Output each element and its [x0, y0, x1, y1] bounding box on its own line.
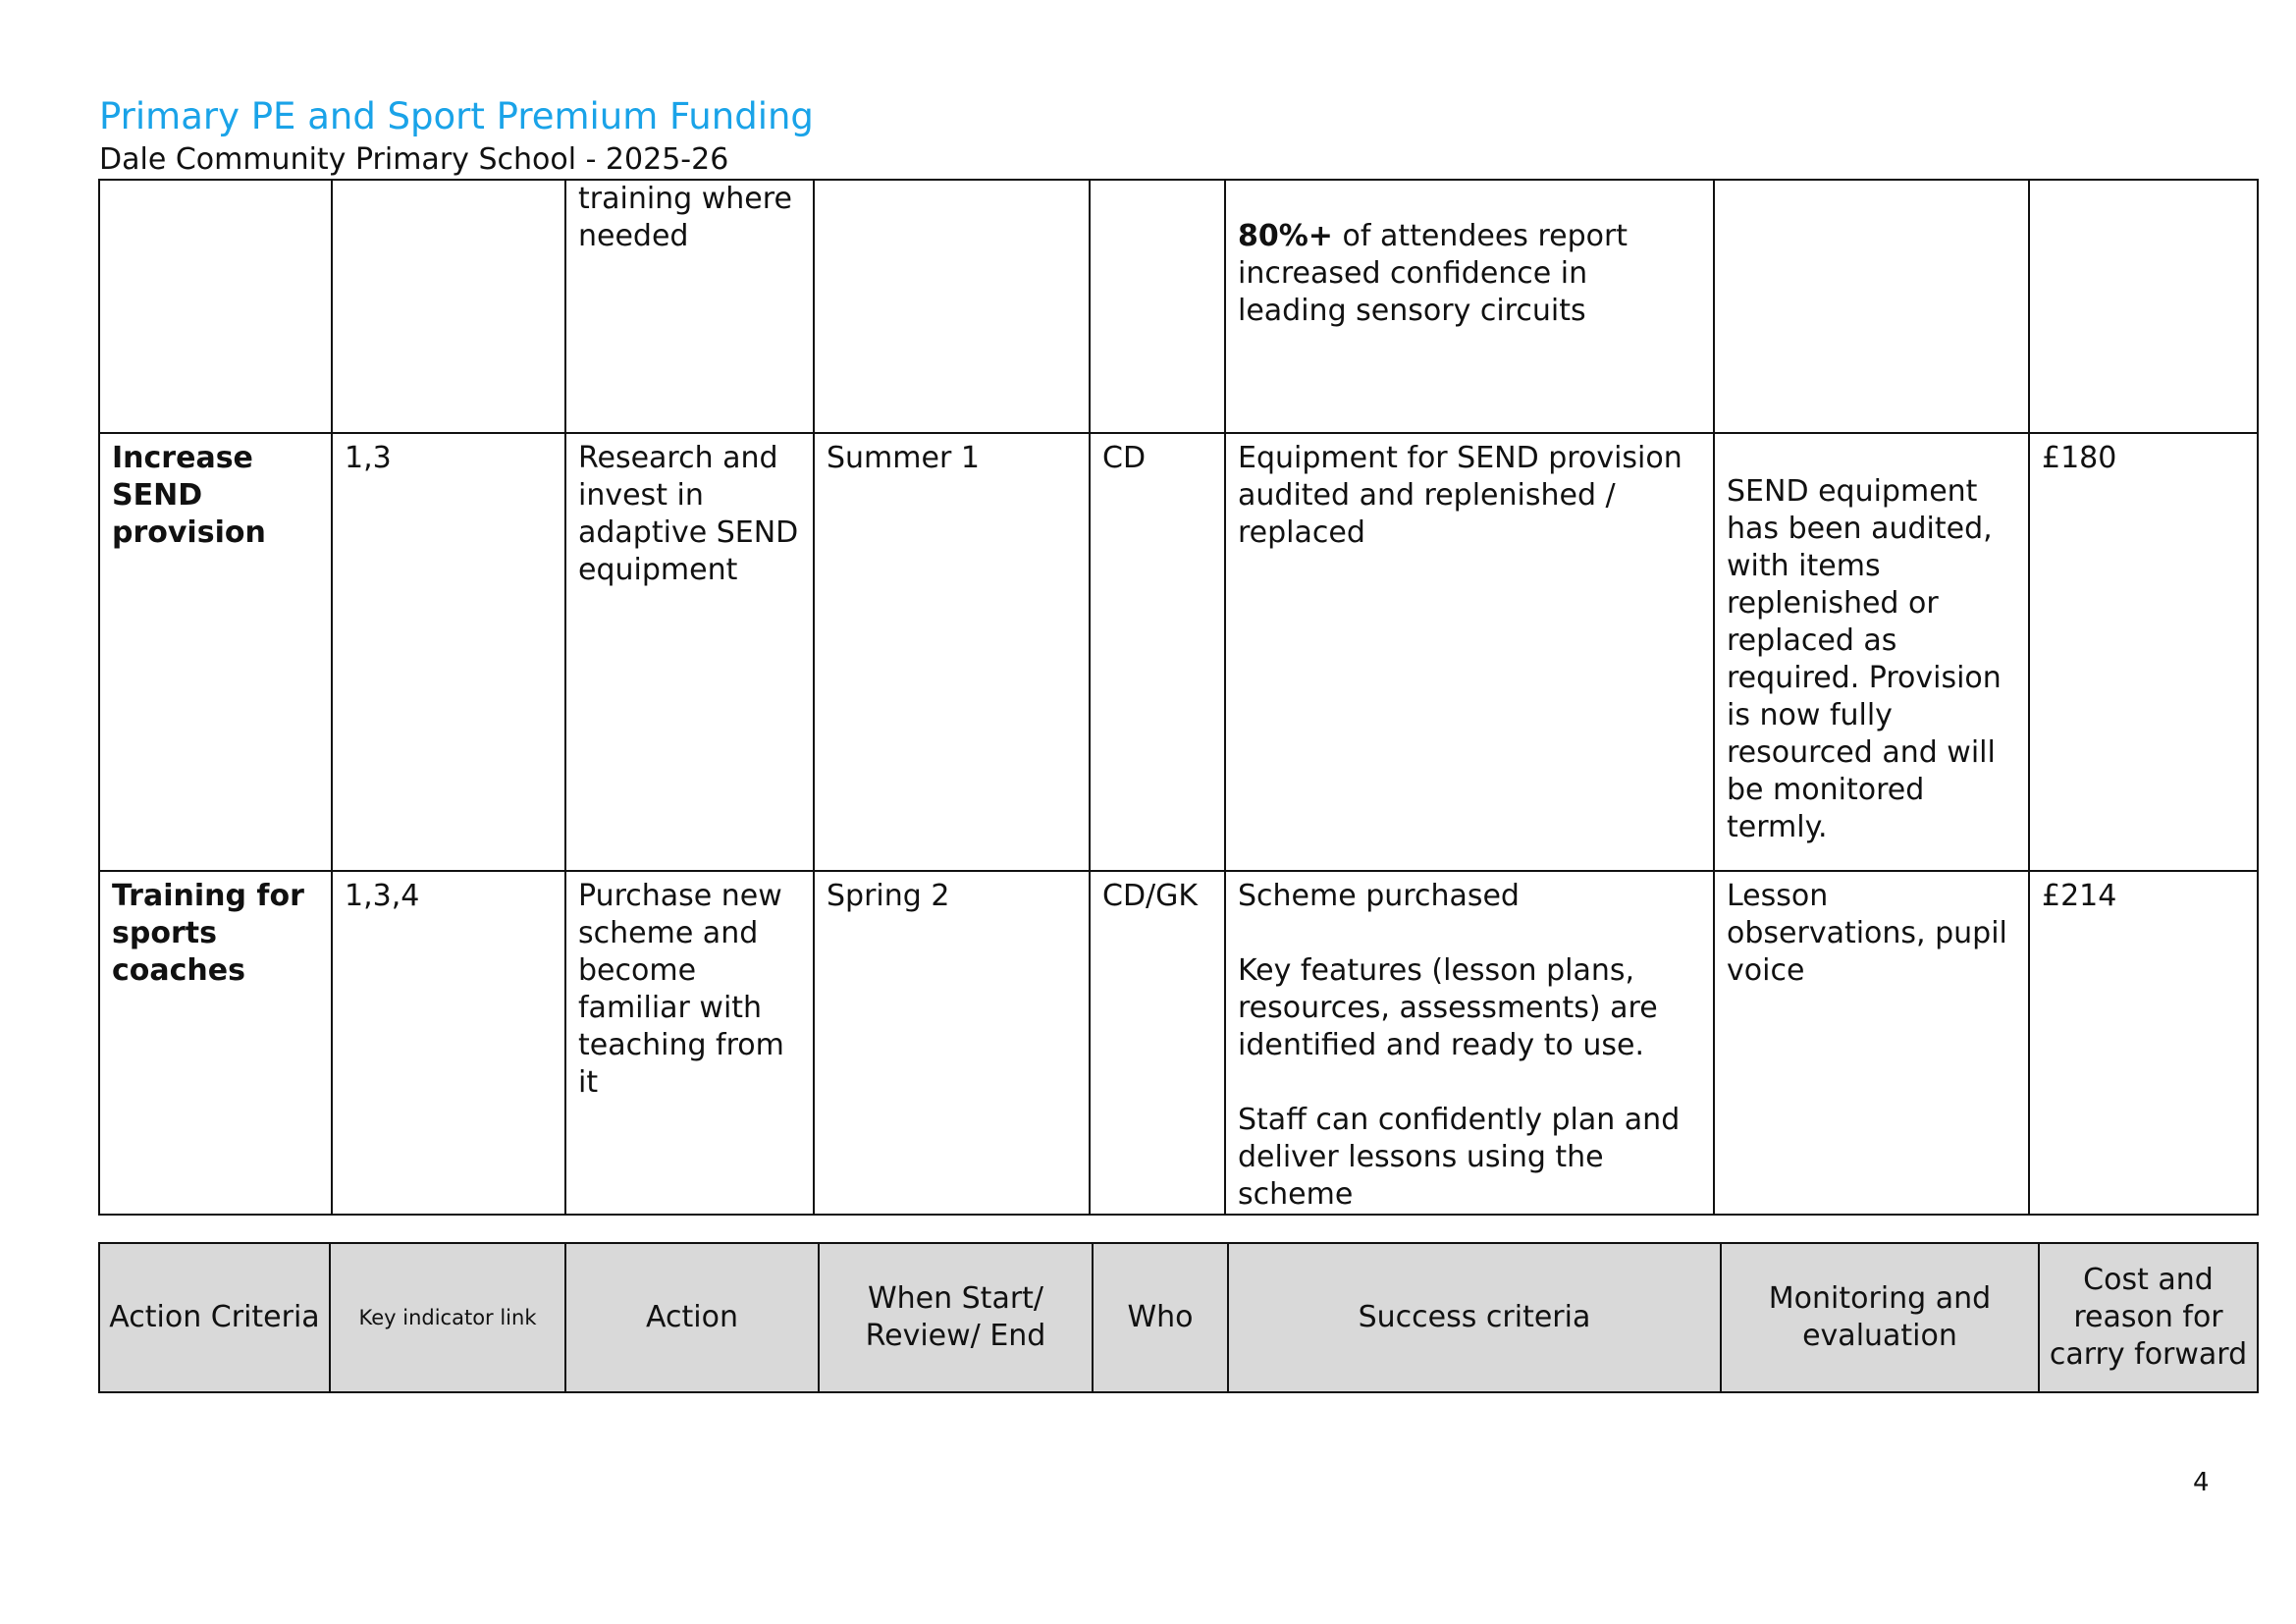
action-criteria-cell [99, 180, 332, 433]
header-cost: Cost and reason for carry forward [2039, 1243, 2258, 1392]
page-number: 4 [2193, 1468, 2210, 1497]
header-key-indicator: Key indicator link [330, 1243, 565, 1392]
table-row [99, 871, 2258, 1215]
who-cell: CD/GK [1090, 871, 1225, 1215]
cost-cell: £180 [2029, 433, 2258, 871]
success-paragraph: Scheme purchased [1238, 879, 1520, 913]
monitoring-cell: SEND equipment has been audited, with items replenished or replaced as required. Provision is now fully resourced and will be monitored termly. [1714, 433, 2029, 871]
when-cell: Summer 1 [814, 433, 1090, 871]
key-indicator-cell: 1,3 [332, 433, 565, 871]
table-row [99, 180, 2258, 433]
header-action: Action [565, 1243, 819, 1392]
action-cell: training where needed [565, 180, 814, 433]
success-highlight: 80%+ [1238, 219, 1333, 253]
header-row [99, 1243, 2258, 1392]
column-header-table [98, 1242, 2259, 1393]
action-plan-table [98, 179, 2259, 1216]
action-cell: Purchase new scheme and become familiar with teaching from it [565, 871, 814, 1215]
header-who: Who [1093, 1243, 1228, 1392]
success-criteria-cell: Equipment for SEND provision audited and replenished / replaced [1225, 433, 1714, 871]
who-cell [1090, 180, 1225, 433]
success-criteria-cell [1225, 180, 1714, 433]
when-cell [814, 180, 1090, 433]
success-paragraph: Staff can confidently plan and deliver lessons using the scheme [1238, 1103, 1681, 1212]
key-indicator-cell: 1,3,4 [332, 871, 565, 1215]
success-text: of attendees report increased confidence in leading sensory circuits [1238, 219, 1629, 328]
cost-cell: £214 [2029, 871, 2258, 1215]
header-action-criteria: Action Criteria [99, 1243, 330, 1392]
cost-cell [2029, 180, 2258, 433]
action-cell: Research and invest in adaptive SEND equipment [565, 433, 814, 871]
success-paragraph: Key features (lesson plans, resources, assessments) are identified and ready to use. [1238, 953, 1658, 1062]
document-title: Primary PE and Sport Premium Funding [99, 95, 814, 137]
header-monitoring: Monitoring and evaluation [1721, 1243, 2039, 1392]
monitoring-cell [1714, 180, 2029, 433]
action-criteria-cell: Training for sports coaches [99, 871, 332, 1215]
success-criteria-cell [1225, 871, 1714, 1215]
document-subtitle: Dale Community Primary School - 2025-26 [99, 142, 729, 177]
monitoring-cell: Lesson observations, pupil voice [1714, 871, 2029, 1215]
header-success-criteria: Success criteria [1228, 1243, 1721, 1392]
action-criteria-cell: Increase SEND provision [99, 433, 332, 871]
table-row [99, 433, 2258, 871]
header-when: When Start/ Review/ End [819, 1243, 1093, 1392]
key-indicator-cell [332, 180, 565, 433]
when-cell: Spring 2 [814, 871, 1090, 1215]
who-cell: CD [1090, 433, 1225, 871]
